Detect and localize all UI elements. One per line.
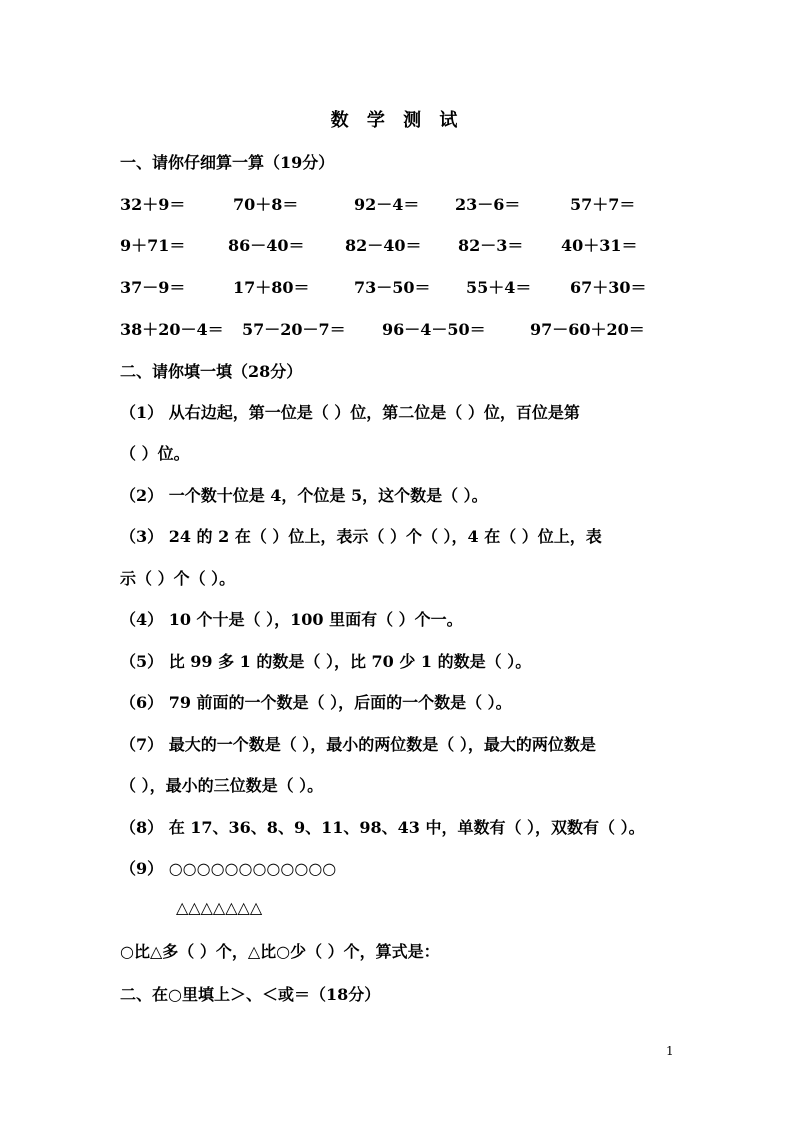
exercise: 82－40＝ [345, 236, 422, 255]
exercise: 17＋80＝ [233, 278, 310, 297]
page-title: 数 学 测 试 [330, 110, 464, 131]
exercise: 23－6＝ [455, 195, 521, 214]
exercise: 57＋7＝ [570, 195, 636, 214]
exercise: 82－3＝ [458, 236, 524, 255]
question-5: （5） 比 99 多 1 的数是（ ），比 70 少 1 的数是（ ）。 [120, 652, 532, 671]
section-3-heading: 二、在○里填上＞、＜或＝（18分） [120, 985, 381, 1004]
exercise: 32＋9＝ [120, 195, 186, 214]
question-3-line-2: 示（ ）个（ ）。 [120, 569, 236, 588]
exercise: 96－4－50＝ [382, 320, 486, 339]
question-8: （8） 在 17、36、8、9、11、98、43 中，单数有（ ），双数有（ ）。 [120, 818, 645, 837]
question-9-circles: （9） ○○○○○○○○○○○○ [120, 859, 337, 878]
section-2-heading: 二、请你填一填（28分） [120, 362, 303, 381]
exercise: 55＋4＝ [466, 278, 532, 297]
question-6: （6） 79 前面的一个数是（ ），后面的一个数是（ ）。 [120, 693, 512, 712]
exercise: 37－9＝ [120, 278, 186, 297]
question-7-line-2: （ ），最小的三位数是（ ）。 [120, 776, 324, 795]
page-number: 1 [666, 1044, 674, 1058]
exercise: 57－20－7＝ [242, 320, 346, 339]
question-9-triangles: △△△△△△△ [176, 898, 263, 917]
question-1-line-2: （ ）位。 [120, 444, 190, 463]
question-4: （4） 10 个十是（ ），100 里面有（ ）个一。 [120, 610, 463, 629]
question-1-line-1: （1） 从右边起，第一位是（ ）位，第二位是（ ）位，百位是第 [120, 403, 580, 422]
exercise: 70＋8＝ [233, 195, 299, 214]
exercise: 9＋71＝ [120, 236, 186, 255]
question-9-prompt: ○比△多（ ）个，△比○少（ ）个，算式是： [120, 942, 440, 961]
exercise: 92－4＝ [354, 195, 420, 214]
question-7-line-1: （7） 最大的一个数是（ ），最小的两位数是（ ），最大的两位数是 [120, 735, 596, 754]
exercise: 73－50＝ [354, 278, 431, 297]
exercise: 67＋30＝ [570, 278, 647, 297]
exercise: 86－40＝ [228, 236, 305, 255]
exercise: 40＋31＝ [561, 236, 638, 255]
section-1-heading: 一、请你仔细算一算（19分） [120, 153, 335, 172]
question-3-line-1: （3） 24 的 2 在（ ）位上，表示（ ）个（ ），4 在（ ）位上，表 [120, 527, 602, 546]
exercise: 38＋20－4＝ [120, 320, 224, 339]
question-2: （2） 一个数十位是 4，个位是 5，这个数是（ ）。 [120, 486, 488, 505]
exercise: 97－60＋20＝ [530, 320, 645, 339]
